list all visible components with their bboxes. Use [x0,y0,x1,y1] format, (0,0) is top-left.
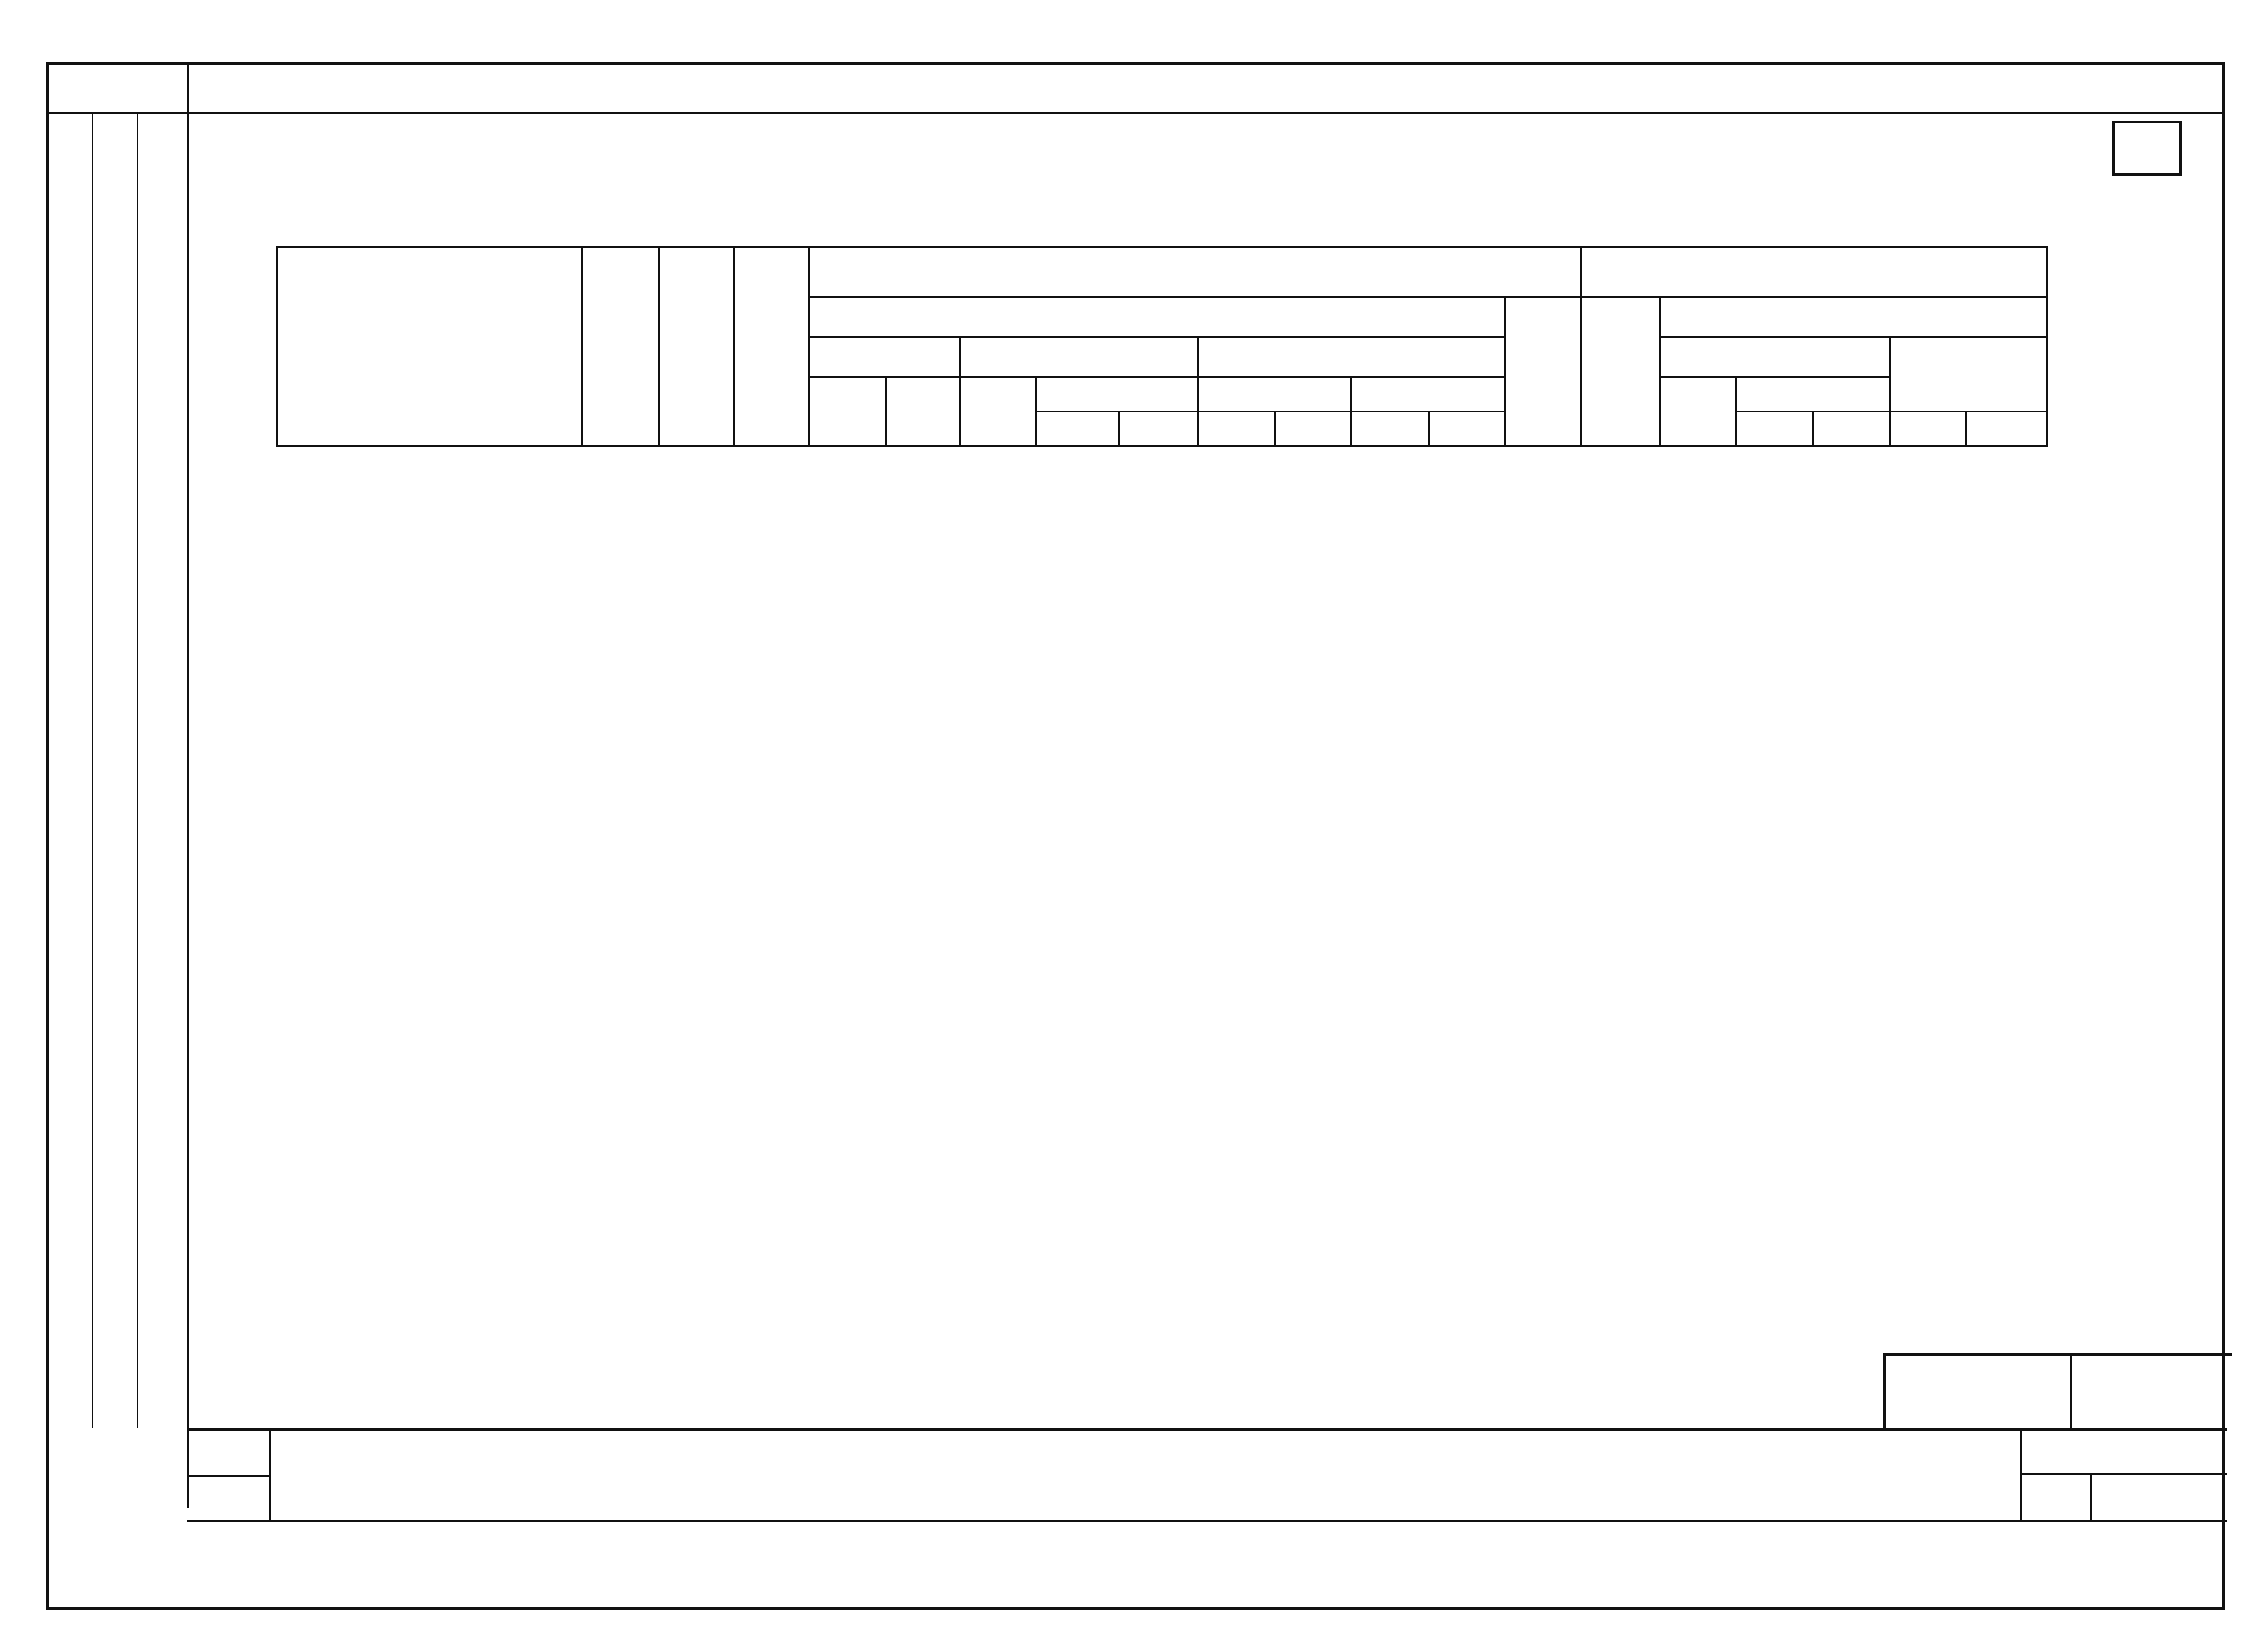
header-fin-rebar-a3 [1966,411,2047,446]
header-steel [809,297,1505,337]
header-finishing [1581,247,2047,297]
header-fin-var-a2 [1813,411,1890,446]
tb-line [2090,1473,2092,1520]
tb-line [187,1520,2227,1522]
header-rebar-a1 [960,377,1036,446]
header-gabarit [277,247,582,446]
header-hs-bundles [809,377,885,446]
header-high-strength [809,337,960,377]
frame-top-line [46,112,2225,114]
header-anchors [1505,297,1581,446]
left-stamp-strip [50,114,185,1552]
header-emb-profile2 [1351,411,1428,446]
header-rebar-classes [1036,377,1198,411]
header-fin-steel [1660,297,2047,337]
tb-line [2070,1353,2072,1428]
header-count [659,247,734,446]
header-fin-rebar [1660,337,1890,377]
header-rebar-var-a4 [1119,411,1198,446]
header-emb-metal [1351,377,1505,411]
tb-line [2020,1473,2227,1475]
header-distance [582,247,658,446]
corner-sheet-number [2112,121,2182,176]
header-fin-profile [1890,411,1966,446]
header-embedded [1198,337,1505,377]
materials-table [276,246,2048,446]
header-fin-embedded [1890,337,2047,411]
header-rebar-var-a3 [1036,411,1119,446]
header-fin-classes [1736,377,1890,411]
header-emb-rebar2 [1429,411,1505,446]
tb-line [1883,1353,2232,1356]
tb-line [269,1428,271,1520]
header-volume [734,247,809,446]
header-fin-a1 [1660,377,1736,446]
header-fin-volume [1581,297,1660,446]
tb-line [1883,1353,1886,1428]
tb-line [187,1428,2227,1431]
header-beams [809,247,1581,297]
header-fin-var-a3 [1736,411,1813,446]
frame-inner-left-line [187,62,189,1508]
header-emb-profile [1198,411,1274,446]
tb-line [187,1475,269,1477]
header-rebar [960,337,1198,377]
header-emb-overlay [1198,377,1351,411]
header-emb-rebar [1275,411,1351,446]
header-hs-strands [886,377,960,446]
